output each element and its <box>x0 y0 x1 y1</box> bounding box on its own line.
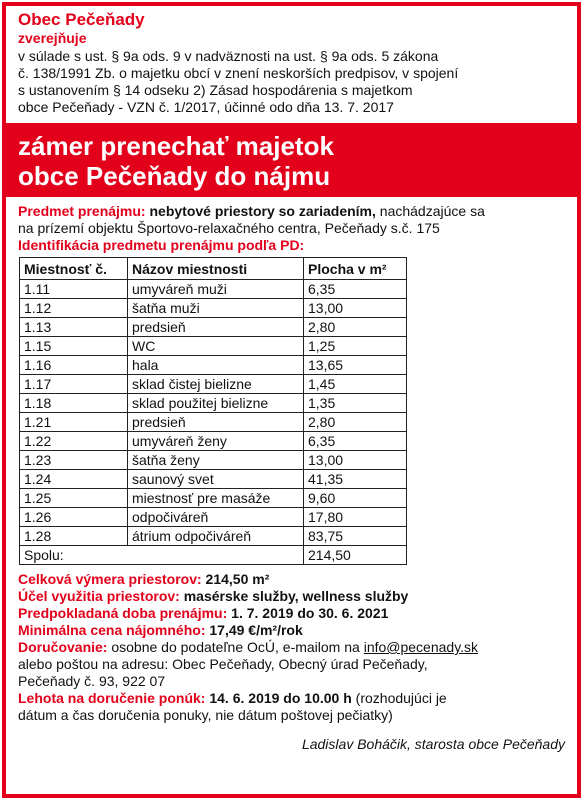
room-area-cell: 6,35 <box>304 280 407 299</box>
purpose-value: masérske služby, wellness služby <box>183 588 409 604</box>
publishes-label: zverejňuje <box>18 30 87 46</box>
email-link[interactable]: info@pecenady.sk <box>363 639 479 655</box>
rooms-table-body <box>20 280 407 565</box>
delivery-line <box>18 639 567 656</box>
room-name-cell: sklad čistej bielizne <box>128 375 304 394</box>
table-row <box>20 508 407 527</box>
table-row <box>20 318 407 337</box>
banner-line: zámer prenechať majetok <box>18 131 334 161</box>
identification-label: Identifikácia predmetu prenájmu podľa PD: <box>18 237 305 253</box>
legal-line: v súlade s ust. § 9a ods. 9 v nadväznosti na ust. § 9a ods. 5 zákona <box>18 48 439 64</box>
deadline-note: (rozhodujúci je <box>351 690 447 706</box>
room-number-cell: 1.17 <box>20 375 128 394</box>
price-line <box>18 622 567 639</box>
table-row <box>20 470 407 489</box>
subject-label: Predmet prenájmu: <box>18 203 146 219</box>
room-area-cell: 1,25 <box>304 337 407 356</box>
notice-header <box>6 6 577 116</box>
delivery-text: osobne do podateľne OcÚ, e-mailom na <box>107 639 364 655</box>
table-row <box>20 451 407 470</box>
purpose-label: Účel využitia priestorov: <box>18 588 180 604</box>
room-name-cell: šatňa ženy <box>128 451 304 470</box>
room-area-cell: 2,80 <box>304 413 407 432</box>
legal-basis <box>18 48 567 116</box>
delivery-label: Doručovanie: <box>18 639 108 655</box>
room-area-cell: 13,00 <box>304 299 407 318</box>
facts-section <box>18 571 567 724</box>
purpose-line <box>18 588 567 605</box>
delivery-address-line: alebo poštou na adresu: Obec Pečeňady, Obecný úrad Pečeňady, <box>18 656 428 672</box>
room-name-cell: predsieň <box>128 413 304 432</box>
column-header: Plocha v m² <box>304 258 407 280</box>
price-label: Minimálna cena nájomného: <box>18 622 206 638</box>
signature: Ladislav Boháčik, starosta obce Pečeňady <box>301 736 565 752</box>
deadline-line <box>18 690 567 707</box>
table-row <box>20 432 407 451</box>
room-area-cell: 1,35 <box>304 394 407 413</box>
period-label: Predpokladaná doba prenájmu: <box>18 605 228 621</box>
room-number-cell: 1.18 <box>20 394 128 413</box>
room-area-cell: 6,35 <box>304 432 407 451</box>
room-name-cell: átrium odpočiváreň <box>128 527 304 546</box>
room-number-cell: 1.24 <box>20 470 128 489</box>
period-line <box>18 605 567 622</box>
room-number-cell: 1.15 <box>20 337 128 356</box>
room-area-cell: 1,45 <box>304 375 407 394</box>
table-row <box>20 356 407 375</box>
legal-line: obce Pečeňady - VZN č. 1/2017, účinné odo dňa 13. 7. 2017 <box>18 99 394 115</box>
legal-line: s ustanovením § 14 odseku 2) Zásad hospodárenia s majetkom <box>18 82 413 98</box>
table-row <box>20 489 407 508</box>
table-row <box>20 527 407 546</box>
room-name-cell: sklad použitej bielizne <box>128 394 304 413</box>
rooms-table <box>19 257 407 565</box>
room-area-cell: 2,80 <box>304 318 407 337</box>
period-value: 1. 7. 2019 do 30. 6. 2021 <box>231 605 389 621</box>
room-area-cell: 17,80 <box>304 508 407 527</box>
room-name-cell: predsieň <box>128 318 304 337</box>
room-area-cell: 9,60 <box>304 489 407 508</box>
room-number-cell: 1.26 <box>20 508 128 527</box>
room-name-cell: saunový svet <box>128 470 304 489</box>
notice-body <box>6 197 577 753</box>
title-banner <box>6 123 577 197</box>
deadline-label: Lehota na doručenie ponúk: <box>18 690 206 706</box>
room-name-cell: hala <box>128 356 304 375</box>
room-number-cell: 1.11 <box>20 280 128 299</box>
table-row <box>20 280 407 299</box>
subject-paragraph <box>18 203 567 237</box>
area-label: Celková výmera priestorov: <box>18 571 202 587</box>
room-number-cell: 1.21 <box>20 413 128 432</box>
column-header: Miestnosť č. <box>20 258 128 280</box>
table-row <box>20 413 407 432</box>
room-name-cell: WC <box>128 337 304 356</box>
room-number-cell: 1.12 <box>20 299 128 318</box>
room-number-cell: 1.22 <box>20 432 128 451</box>
column-header: Názov miestnosti <box>128 258 304 280</box>
room-number-cell: 1.23 <box>20 451 128 470</box>
legal-line: č. 138/1991 Zb. o majetku obcí v znení neskorších predpisov, v spojení <box>18 65 459 81</box>
subject-rest: nachádzajúce sa <box>375 203 485 219</box>
area-value: 214,50 m² <box>205 571 270 587</box>
room-area-cell: 41,35 <box>304 470 407 489</box>
area-line <box>18 571 567 588</box>
room-name-cell: umyváreň muži <box>128 280 304 299</box>
delivery-address-line: Pečeňady č. 93, 922 07 <box>18 673 166 689</box>
subject-line2: na prízemí objektu Športovo-relaxačného centra, Pečeňady s.č. 175 <box>18 220 440 236</box>
table-row <box>20 337 407 356</box>
total-label: Spolu: <box>20 546 304 565</box>
table-header-row <box>20 258 407 280</box>
table-row <box>20 394 407 413</box>
banner-line: obce Pečeňady do nájmu <box>18 161 331 191</box>
room-name-cell: odpočiváreň <box>128 508 304 527</box>
total-value: 214,50 <box>304 546 407 565</box>
room-area-cell: 13,00 <box>304 451 407 470</box>
subject-bold: nebytové priestory so zariadením, <box>149 203 376 219</box>
table-row <box>20 299 407 318</box>
room-name-cell: šatňa muži <box>128 299 304 318</box>
table-row <box>20 375 407 394</box>
organization-name: Obec Pečeňady <box>18 10 145 29</box>
notice-frame <box>2 2 581 798</box>
room-name-cell: miestnosť pre masáže <box>128 489 304 508</box>
room-number-cell: 1.28 <box>20 527 128 546</box>
room-number-cell: 1.16 <box>20 356 128 375</box>
room-area-cell: 83,75 <box>304 527 407 546</box>
room-area-cell: 13,65 <box>304 356 407 375</box>
price-value: 17,49 €/m²/rok <box>209 622 303 638</box>
room-number-cell: 1.25 <box>20 489 128 508</box>
deadline-value: 14. 6. 2019 do 10.00 h <box>209 690 352 706</box>
deadline-note-line: dátum a čas doručenia ponuky, nie dátum poštovej pečiatky) <box>18 707 393 723</box>
room-name-cell: umyváreň ženy <box>128 432 304 451</box>
total-row <box>20 546 407 565</box>
room-number-cell: 1.13 <box>20 318 128 337</box>
